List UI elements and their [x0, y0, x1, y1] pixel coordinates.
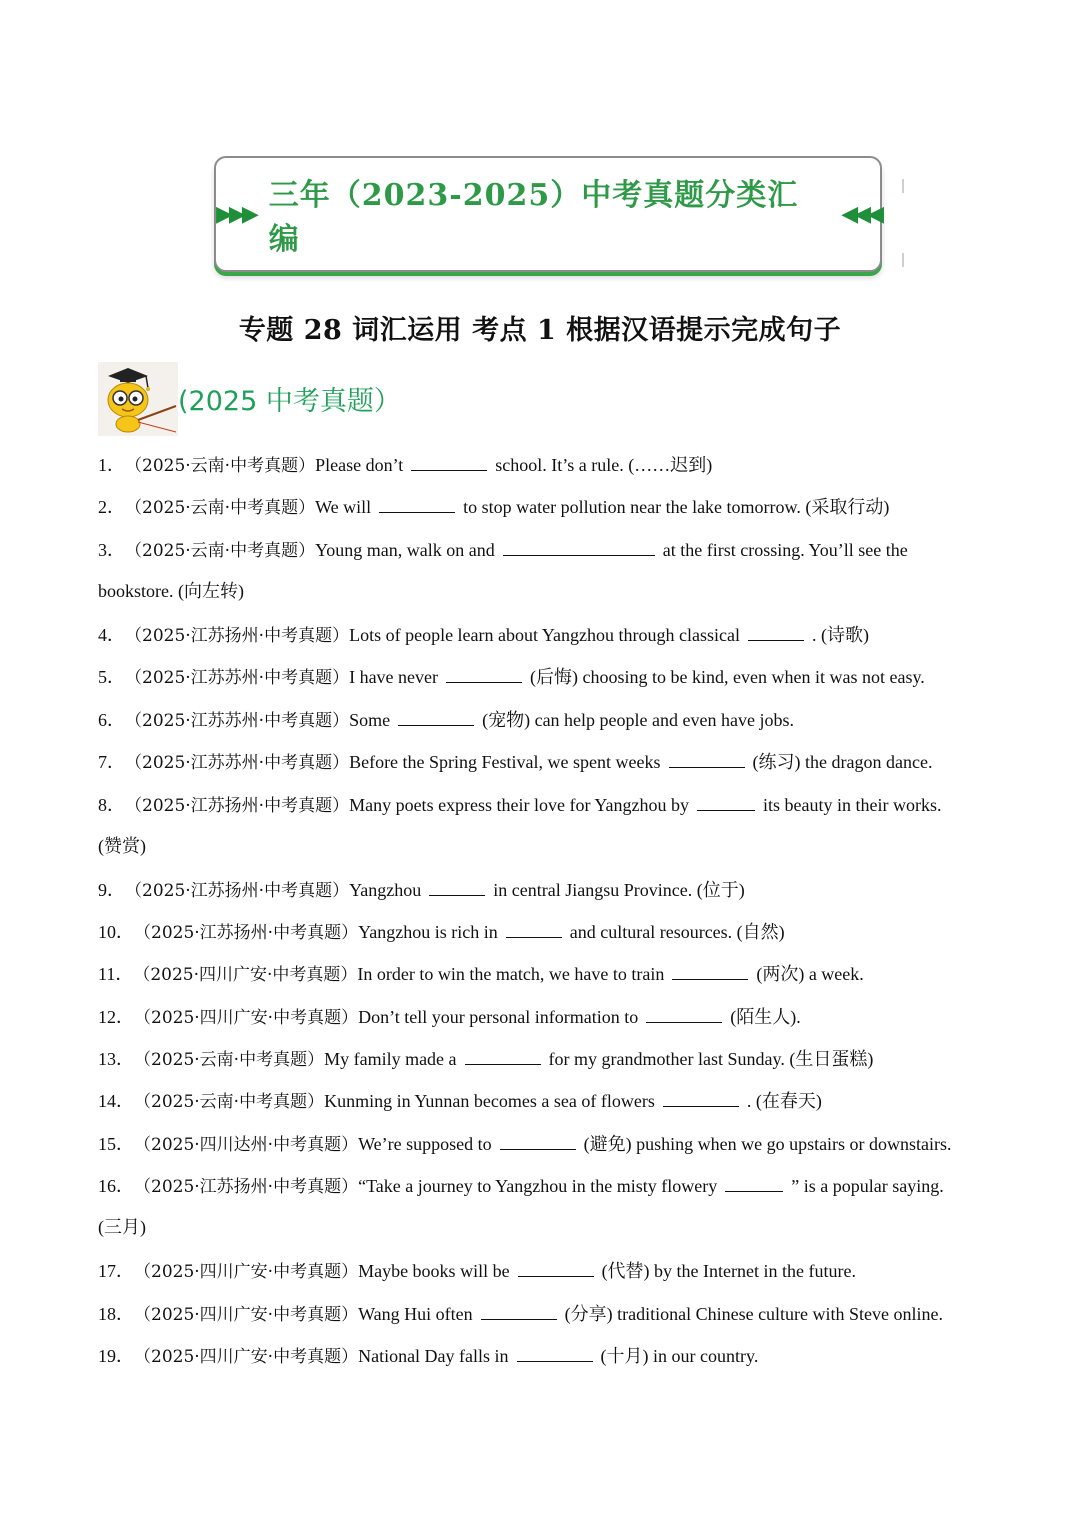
question-number: 17．	[98, 1261, 134, 1281]
question-text-before: In order to win the match, we have to train	[357, 964, 665, 984]
question-number: 5．	[98, 667, 125, 687]
question-text-before: Yangzhou is rich in	[358, 922, 498, 942]
question-text-before: My family made a	[324, 1049, 457, 1069]
question-text-before: National Day falls in	[358, 1346, 509, 1366]
question-continuation: bookstore. (向左转)	[98, 581, 244, 601]
question-number: 1．	[98, 455, 125, 475]
question-item	[98, 1343, 982, 1369]
question-source: （2025·云南·中考真题）	[125, 456, 316, 476]
decoration-bar	[902, 179, 904, 193]
question-text-after: (十月) in our country.	[600, 1346, 759, 1366]
question-number: 13．	[98, 1049, 134, 1069]
question-item	[98, 919, 982, 945]
answer-blank[interactable]	[725, 1173, 783, 1192]
question-number: 4．	[98, 625, 125, 645]
question-item	[98, 494, 982, 520]
question-item	[98, 1258, 982, 1284]
question-item	[98, 1131, 982, 1157]
question-source: （2025·四川达州·中考真题）	[134, 1135, 359, 1155]
page-title: 专题 28 词汇运用 考点 1 根据汉语提示完成句子	[238, 315, 842, 346]
question-item	[98, 537, 982, 563]
question-text-before: Many poets express their love for Yangzhou by	[349, 795, 690, 815]
question-number: 3．	[98, 540, 125, 560]
answer-blank[interactable]	[663, 1088, 739, 1107]
question-text-after: in central Jiangsu Province. (位于)	[493, 880, 745, 900]
question-continuation: (赞赏)	[98, 836, 146, 856]
question-item	[98, 1173, 982, 1199]
question-text-before: Some	[349, 710, 391, 730]
answer-blank[interactable]	[518, 1258, 594, 1277]
question-text-after: . (在春天)	[746, 1091, 822, 1111]
banner-text: 三年（2023-2025）中考真题分类汇编	[268, 178, 799, 257]
question-source: （2025·四川广安·中考真题）	[134, 1008, 359, 1028]
question-source: （2025·江苏扬州·中考真题）	[134, 923, 359, 943]
question-source: （2025·云南·中考真题）	[134, 1050, 325, 1070]
question-text-after: for my grandmother last Sunday. (生日蛋糕)	[548, 1049, 874, 1069]
question-item	[98, 1088, 982, 1114]
question-source: （2025·云南·中考真题）	[134, 1092, 325, 1112]
question-item	[98, 1046, 982, 1072]
answer-blank[interactable]	[646, 1004, 722, 1023]
question-text-after: (后悔) choosing to be kind, even when it was not easy.	[530, 667, 925, 687]
right-arrows-icon: ◀◀◀	[841, 201, 880, 227]
question-number: 19．	[98, 1346, 134, 1366]
question-text-before: We’re supposed to	[358, 1134, 492, 1154]
answer-blank[interactable]	[481, 1301, 557, 1320]
question-text-before: Don’t tell your personal information to	[358, 1007, 639, 1027]
question-item	[98, 792, 982, 818]
answer-blank[interactable]	[517, 1343, 593, 1362]
answer-blank[interactable]	[411, 452, 487, 471]
answer-blank[interactable]	[429, 877, 485, 896]
question-continuation: (三月)	[98, 1217, 146, 1237]
question-source: （2025·江苏苏州·中考真题）	[125, 753, 350, 773]
question-text-after: (陌生人).	[730, 1007, 801, 1027]
question-source: （2025·江苏苏州·中考真题）	[125, 668, 350, 688]
question-text-after: at the first crossing. You’ll see the	[662, 540, 908, 560]
question-text-before: Wang Hui often	[358, 1304, 473, 1324]
banner-content	[216, 170, 880, 258]
question-text-before: We will	[315, 497, 372, 517]
answer-blank[interactable]	[669, 749, 745, 768]
question-text-before: Maybe books will be	[358, 1261, 510, 1281]
question-text-after: school. It’s a rule. (……迟到)	[495, 455, 713, 475]
question-number: 16．	[98, 1176, 134, 1196]
question-source: （2025·江苏扬州·中考真题）	[125, 881, 350, 901]
question-source: （2025·四川广安·中考真题）	[134, 1305, 359, 1325]
answer-blank[interactable]	[379, 494, 455, 513]
question-number: 15．	[98, 1134, 134, 1154]
question-source: （2025·四川广安·中考真题）	[134, 1347, 359, 1367]
question-source: （2025·云南·中考真题）	[125, 498, 316, 518]
question-source: （2025·江苏苏州·中考真题）	[125, 711, 350, 731]
question-number: 9．	[98, 880, 125, 900]
question-item	[98, 707, 982, 733]
question-number: 7．	[98, 752, 125, 772]
question-text-after: ” is a popular saying.	[791, 1176, 944, 1196]
answer-blank[interactable]	[748, 622, 804, 641]
question-text-after: (代替) by the Internet in the future.	[601, 1261, 856, 1281]
answer-blank[interactable]	[500, 1131, 576, 1150]
question-source: （2025·四川广安·中考真题）	[134, 1262, 359, 1282]
answer-blank[interactable]	[672, 961, 748, 980]
left-arrows-icon: ▶▶▶	[216, 201, 255, 227]
question-text-before: Young man, walk on and	[315, 540, 495, 560]
question-item	[98, 961, 982, 987]
question-text-after: (两次) a week.	[756, 964, 864, 984]
question-text-before: I have never	[349, 667, 439, 687]
question-text-after: (宠物) can help people and even have jobs.	[482, 710, 794, 730]
question-number: 2．	[98, 497, 125, 517]
question-text-before: Lots of people learn about Yangzhou through classical	[349, 625, 740, 645]
question-number: 10．	[98, 922, 134, 942]
question-text-after: to stop water pollution near the lake tomorrow. (采取行动)	[463, 497, 890, 517]
section-header	[98, 362, 401, 436]
question-text-before: Before the Spring Festival, we spent weeks	[349, 752, 661, 772]
question-text-after: (练习) the dragon dance.	[752, 752, 933, 772]
answer-blank[interactable]	[446, 664, 522, 683]
question-text-after: (避免) pushing when we go upstairs or downstairs.	[583, 1134, 952, 1154]
title-banner	[214, 156, 882, 272]
question-number: 6．	[98, 710, 125, 730]
question-item	[98, 749, 982, 775]
answer-blank[interactable]	[697, 792, 755, 811]
question-number: 14．	[98, 1091, 134, 1111]
question-text-after: . (诗歌)	[812, 625, 869, 645]
question-text-after: its beauty in their works.	[763, 795, 942, 815]
section-label: (2025 中考真题）	[178, 385, 401, 417]
question-number: 12．	[98, 1007, 134, 1027]
question-text-before: “Take a journey to Yangzhou in the misty flowery	[358, 1176, 718, 1196]
question-number: 18．	[98, 1304, 134, 1324]
question-text-before: Please don’t	[315, 455, 404, 475]
answer-blank[interactable]	[506, 919, 562, 938]
question-item	[98, 664, 982, 690]
question-item	[98, 452, 982, 478]
decoration-bar	[902, 253, 904, 267]
question-source: （2025·云南·中考真题）	[125, 541, 316, 561]
answer-blank[interactable]	[465, 1046, 541, 1065]
question-text-before: Yangzhou	[349, 880, 422, 900]
question-item	[98, 1301, 982, 1327]
question-source: （2025·四川广安·中考真题）	[133, 965, 358, 985]
mascot-icon	[98, 362, 178, 436]
question-item	[98, 877, 982, 903]
question-number: 8．	[98, 795, 125, 815]
question-item	[98, 622, 982, 648]
question-text-before: Kunming in Yunnan becomes a sea of flowers	[324, 1091, 655, 1111]
question-source: （2025·江苏扬州·中考真题）	[125, 796, 350, 816]
question-text-after: (分享) traditional Chinese culture with Steve online.	[564, 1304, 944, 1324]
question-text-after: and cultural resources. (自然)	[569, 922, 785, 942]
answer-blank[interactable]	[503, 537, 655, 556]
question-source: （2025·江苏扬州·中考真题）	[134, 1177, 359, 1197]
question-number: 11．	[98, 964, 134, 984]
question-item	[98, 1004, 982, 1030]
answer-blank[interactable]	[398, 707, 474, 726]
question-source: （2025·江苏扬州·中考真题）	[125, 626, 350, 646]
